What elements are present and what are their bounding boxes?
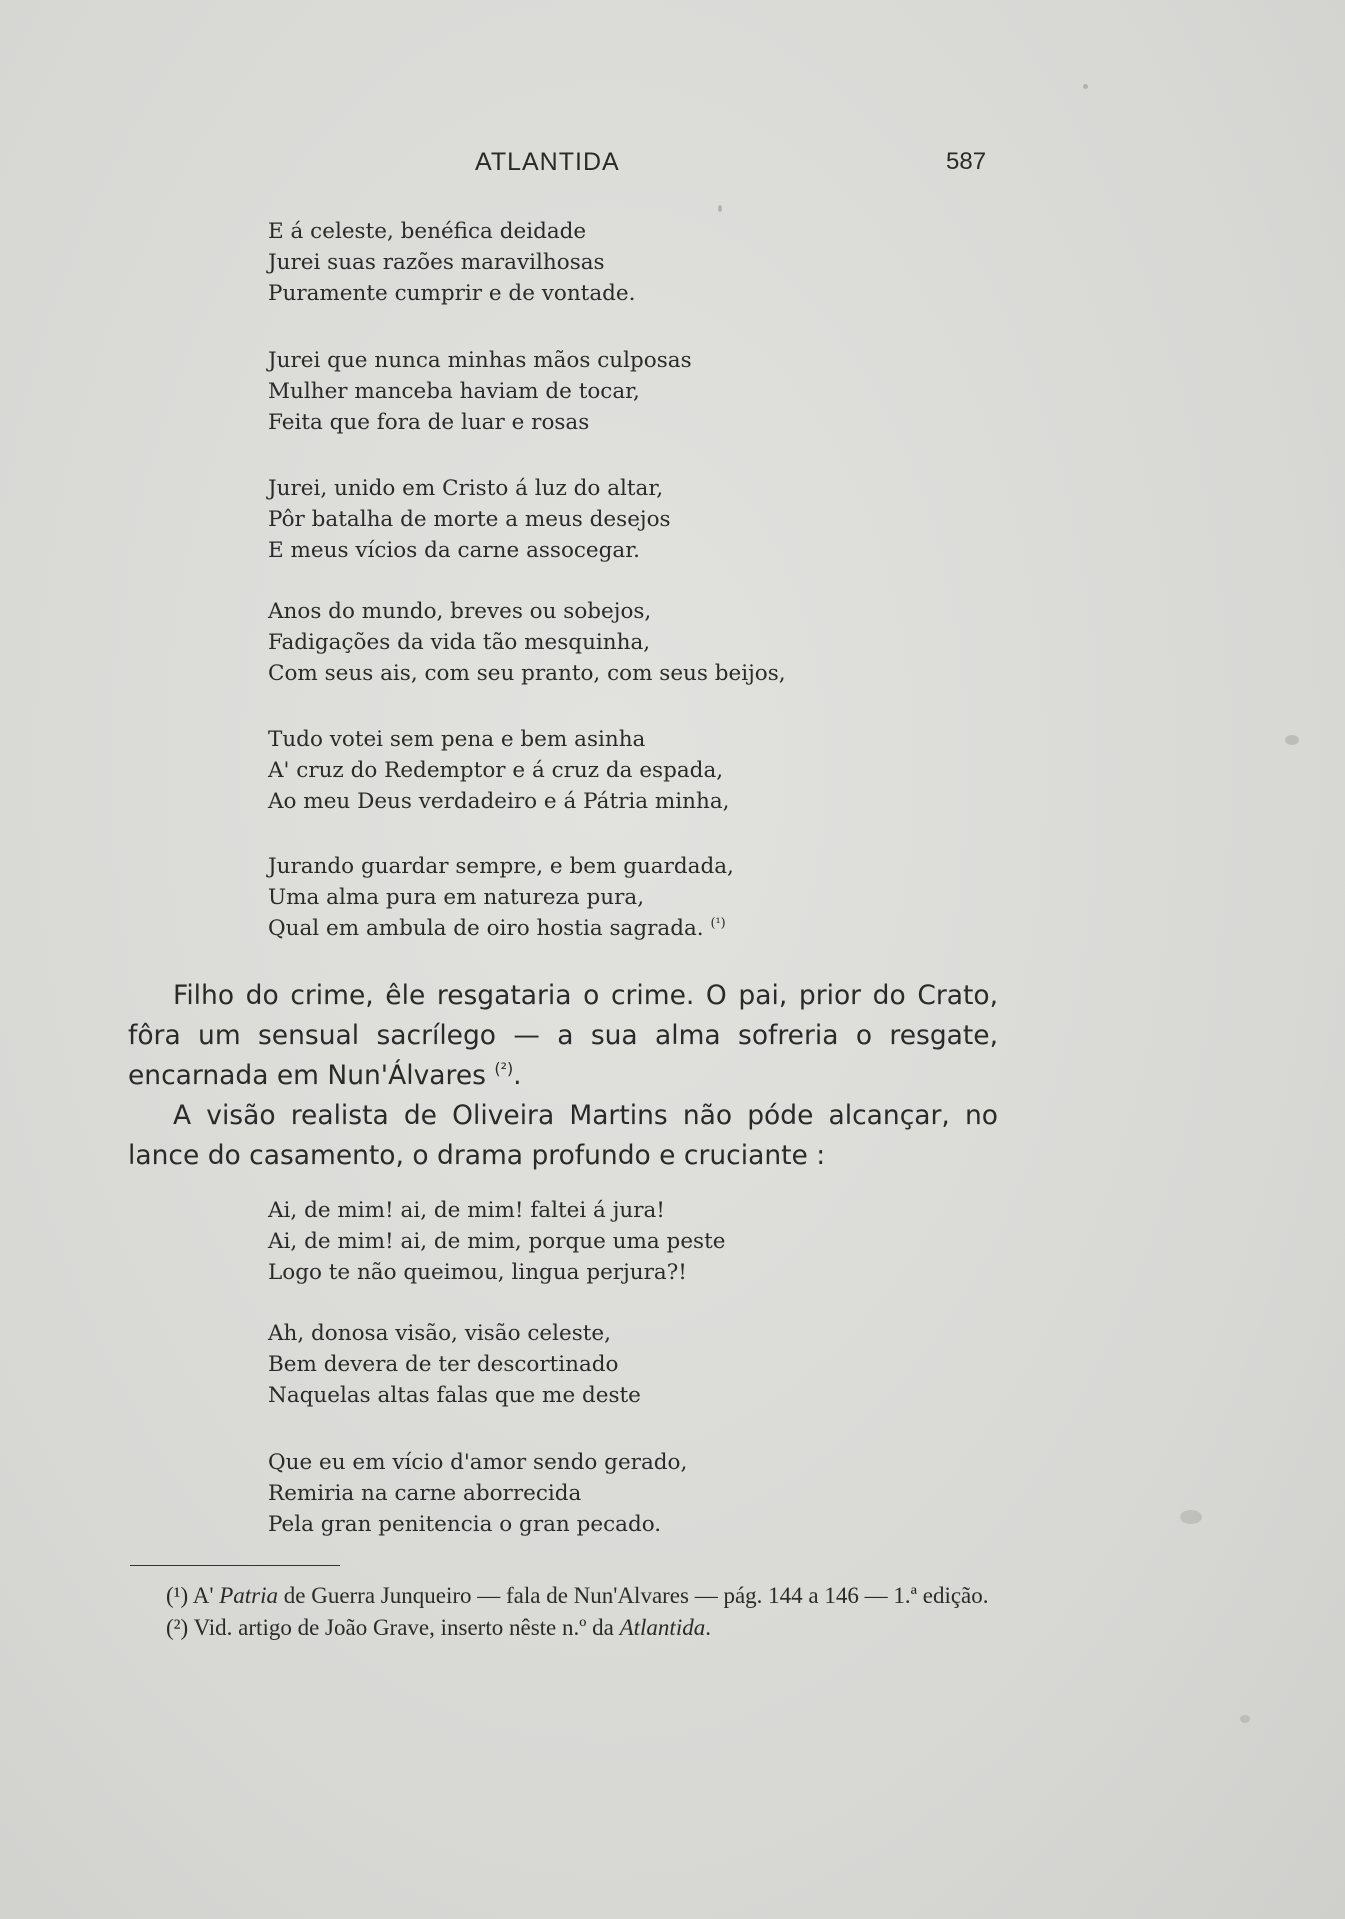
dust-speck: [1083, 84, 1088, 89]
dust-speck: [1285, 735, 1299, 745]
verse-line: Jurando guardar sempre, e bem guardada,: [268, 854, 734, 879]
footnotes: [128, 1580, 998, 1644]
running-header: [0, 148, 1345, 188]
verse-line: Jurei suas razões maravilhosas: [268, 250, 605, 275]
verse-stanza: [268, 1447, 687, 1540]
running-title: ATLANTIDA: [475, 148, 620, 176]
footnote-2: [128, 1612, 998, 1644]
footnote-text: A': [192, 1583, 214, 1608]
verse-line: Remiria na carne aborrecida: [268, 1481, 582, 1506]
footnote-reference: (¹): [710, 915, 726, 931]
footnote-marker: (²): [166, 1615, 189, 1640]
verse-line: Jurei que nunca minhas mãos culposas: [268, 348, 692, 373]
verse-line: [268, 913, 734, 944]
verse-line: Pôr batalha de morte a meus desejos: [268, 507, 671, 532]
verse-line-text: Qual em ambula de oiro hostia sagrada.: [268, 916, 704, 941]
verse-line: E meus vícios da carne assocegar.: [268, 538, 640, 563]
verse-stanza: [268, 216, 635, 309]
verse-line: Ah, donosa visão, visão celeste,: [268, 1321, 611, 1346]
verse-line: Mulher manceba haviam de tocar,: [268, 379, 640, 404]
verse-line: Pela gran penitencia o gran pecado.: [268, 1512, 662, 1537]
verse-line: Jurei, unido em Cristo á luz do altar,: [268, 476, 664, 501]
verse-stanza: [268, 724, 730, 817]
footnote-text: Vid. artigo de João Grave, inserto nêste n.º da: [193, 1615, 614, 1640]
verse-line: Naquelas altas falas que me deste: [268, 1383, 641, 1408]
prose-block: [128, 976, 998, 1176]
footnote-italic-title: Atlantida: [619, 1615, 706, 1640]
prose-paragraph: A visão realista de Oliveira Martins não póde alcançar, no lance do casamento, o drama profundo e cruciante :: [128, 1100, 998, 1171]
verse-line: Puramente cumprir e de vontade.: [268, 281, 636, 306]
verse-line: Que eu em vício d'amor sendo gerado,: [268, 1450, 688, 1475]
dust-speck: [1180, 1510, 1202, 1524]
verse-line: Bem devera de ter descortinado: [268, 1352, 619, 1377]
verse-line: Tudo votei sem pena e bem asinha: [268, 727, 646, 752]
footnote-text: de Guerra Junqueiro — fala de Nun'Alvares — pág. 144 a 146 — 1.ª edição.: [283, 1583, 989, 1608]
verse-line: Uma alma pura em natureza pura,: [268, 885, 645, 910]
footnote-1: [128, 1580, 998, 1612]
verse-line: Feita que fora de luar e rosas: [268, 410, 590, 435]
verse-line: Com seus ais, com seu pranto, com seus beijos,: [268, 661, 786, 686]
verse-line: E á celeste, benéfica deidade: [268, 219, 587, 244]
verse-stanza: [268, 345, 692, 438]
verse-line: Fadigações da vida tão mesquinha,: [268, 630, 651, 655]
verse-line: A' cruz do Redemptor e á cruz da espada,: [268, 758, 724, 783]
footnote-italic-title: Patria: [219, 1583, 278, 1608]
dust-speck: [718, 205, 722, 212]
dust-speck: [1240, 1715, 1250, 1723]
prose-paragraph: [128, 976, 998, 1096]
paragraph-end: .: [513, 1060, 522, 1091]
footnote-reference: (²): [494, 1059, 514, 1079]
page-number: 587: [946, 148, 987, 175]
footnote-marker: (¹): [166, 1583, 189, 1608]
verse-stanza: [268, 1195, 725, 1288]
verse-line: Ao meu Deus verdadeiro e á Pátria minha,: [268, 789, 730, 814]
verse-line: Ai, de mim! ai, de mim! faltei á jura!: [268, 1198, 665, 1223]
verse-stanza: [268, 596, 786, 689]
paragraph-text: Filho do crime, êle resgataria o crime. O pai, prior do Crato, fôra um sensual sacrílego — a sua alma sofreria o resgate, encarnada em Nun'Álvares: [128, 980, 998, 1091]
verse-stanza: [268, 473, 671, 566]
verse-stanza: [268, 851, 734, 944]
verse-stanza: [268, 1318, 641, 1411]
verse-line: Anos do mundo, breves ou sobejos,: [268, 599, 652, 624]
verse-line: Ai, de mim! ai, de mim, porque uma peste: [268, 1229, 726, 1254]
footnote-text: .: [705, 1615, 711, 1640]
footnote-separator: [130, 1565, 340, 1566]
verse-line: Logo te não queimou, lingua perjura?!: [268, 1260, 687, 1285]
